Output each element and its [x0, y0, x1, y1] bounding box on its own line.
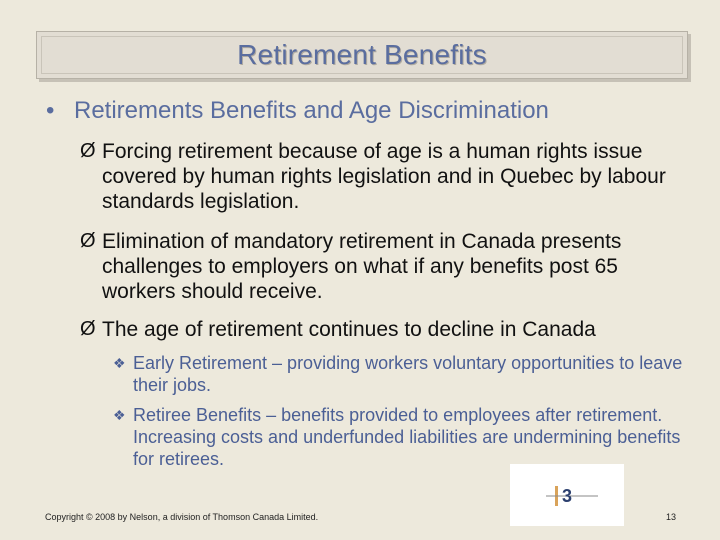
sub-item-text: Forcing retirement because of age is a human rights issue covered by human rights legislation and in Quebec by labour standards legislation.: [102, 140, 666, 213]
arrow-bullet-icon: Ø: [80, 140, 96, 162]
sub-item-text: The age of retirement continues to decline in Canada: [102, 318, 596, 341]
diamond-bullet-icon: ❖: [113, 355, 126, 371]
publisher-logo-icon: [510, 464, 624, 526]
sub-sub-item-text: Early Retirement – providing workers voluntary opportunities to leave their jobs.: [133, 353, 683, 395]
publisher-logo: [510, 464, 624, 526]
sub-item-1: [80, 139, 680, 214]
copyright-footer: Copyright © 2008 by Nelson, a division of Thomson Canada Limited.: [45, 512, 319, 522]
sub-item-text: Elimination of mandatory retirement in Canada presents challenges to employers on what if any benefits post 65 workers should receive.: [102, 230, 622, 303]
sub-sub-item-2: [113, 404, 683, 470]
diamond-bullet-icon: ❖: [113, 407, 126, 423]
round-bullet-icon: •: [46, 97, 55, 124]
sub-sub-item-text: Retiree Benefits – benefits provided to employees after retirement. Increasing costs and underfunded liabilities are undermining benefits for retirees.: [133, 405, 681, 469]
arrow-bullet-icon: Ø: [80, 318, 96, 340]
sub-item-3: [80, 317, 700, 342]
bullet-level1: [46, 97, 549, 125]
sub-item-2: [80, 229, 680, 304]
bullet-level1-text: Retirements Benefits and Age Discrimination: [74, 97, 549, 124]
arrow-bullet-icon: Ø: [80, 230, 96, 252]
logo-text: 3: [562, 486, 573, 506]
slide-title: Retirement Benefits: [237, 39, 487, 70]
page-number: 13: [665, 512, 676, 522]
sub-sub-item-1: [113, 352, 683, 396]
